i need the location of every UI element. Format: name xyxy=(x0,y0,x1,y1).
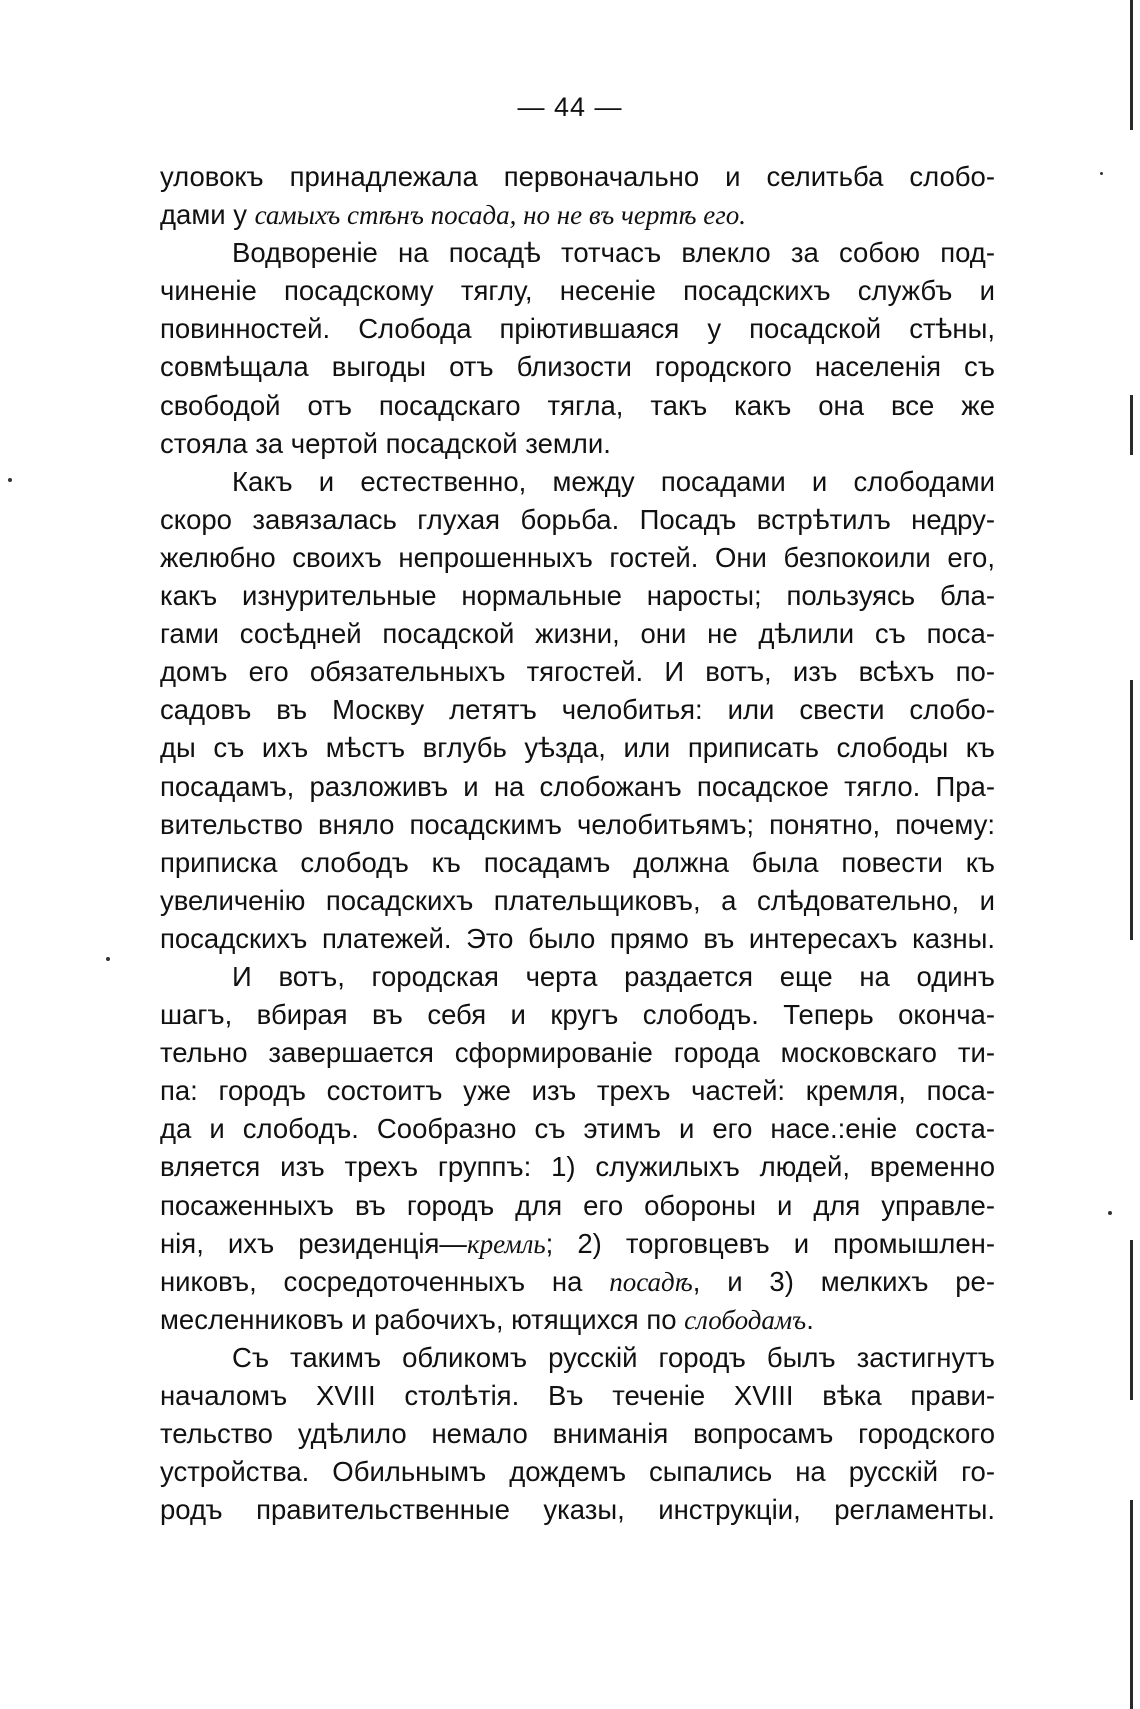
text-line: вительство вняло посадскимъ челобитьямъ; понятно, почему: xyxy=(160,808,995,840)
text-line: какъ изнурительные нормальные наросты; пользуясь бла- xyxy=(160,580,995,612)
scan-speck xyxy=(1100,172,1103,175)
text-line: садовъ въ Москву летятъ челобитья: или свести слобо- xyxy=(160,694,995,726)
scan-edge-line xyxy=(1130,680,1133,940)
text-line: па: городъ состоитъ уже изъ трехъ частей: кремля, поса- xyxy=(160,1075,995,1107)
text-run: ; 2) торговцевъ и промышлен- xyxy=(545,1227,995,1259)
text-line: тельно завершается сформированіе города московскаго ти- xyxy=(160,1037,995,1069)
scan-speck xyxy=(8,478,12,482)
text-line: чиненіе посадскому тяглу, несеніе посадскихъ службъ и xyxy=(160,275,995,307)
text-line: приписка слободъ къ посадамъ должна была повести къ xyxy=(160,846,995,878)
text-run: , и 3) мелкихъ ре- xyxy=(692,1265,995,1297)
text-run: месленниковъ и рабочихъ, ютящихся по xyxy=(160,1303,685,1335)
page-number: — 44 — xyxy=(517,92,623,122)
text-line: устройства. Обильнымъ дождемъ сыпались на русскій го- xyxy=(160,1456,995,1488)
scan-edge-line xyxy=(1130,1240,1133,1400)
text-run: никовъ, сосредоточенныхъ на xyxy=(160,1265,610,1297)
scan-edge-line xyxy=(1130,0,1133,130)
text-run: нія, ихъ резиденція— xyxy=(160,1227,467,1259)
scan-edge-line xyxy=(1130,395,1133,455)
text-line xyxy=(160,1263,995,1301)
scan-edge-line xyxy=(1130,1500,1133,1709)
text-line: И вотъ, городская черта раздается еще на одинъ xyxy=(232,960,995,992)
text-line: шагъ, вбирая въ себя и кругъ слободъ. Теперь оконча- xyxy=(160,999,995,1031)
text-line: посадскихъ платежей. Это было прямо въ интересахъ казны. xyxy=(160,922,995,954)
text-line: тельство удѣлило немало вниманія вопросамъ городского xyxy=(160,1418,995,1450)
text-line: вляется изъ трехъ группъ: 1) служилыхъ людей, временно xyxy=(160,1151,995,1183)
text-line: домъ его обязательныхъ тягостей. И вотъ, изъ всѣхъ по- xyxy=(160,656,995,688)
text-line: Какъ и естественно, между посадами и слободами xyxy=(232,465,995,497)
text-line: стояла за чертой посадской земли. xyxy=(160,427,611,459)
text-line: желюбно своихъ непрошенныхъ гостей. Они безпокоили его, xyxy=(160,541,995,573)
text-line: уловокъ принадлежала первоначально и селитьба слобо- xyxy=(160,161,995,192)
text-line: Водвореніе на посадѣ тотчасъ влекло за собою под- xyxy=(232,237,995,269)
text-line: Съ такимъ обликомъ русскій городъ былъ застигнутъ xyxy=(232,1341,995,1373)
text-line: началомъ XVIII столѣтія. Въ теченіе XVIII вѣка прави- xyxy=(160,1380,995,1411)
text-line: посадамъ, разложивъ и на слобожанъ посадское тягло. Пра- xyxy=(160,770,995,802)
text-line: родъ правительственные указы, инструкціи, регламенты. xyxy=(160,1494,995,1526)
text-line: скоро завязалась глухая борьба. Посадъ встрѣтилъ недру- xyxy=(160,503,995,535)
text-run: дами у xyxy=(160,199,255,231)
text-line xyxy=(160,196,995,234)
scan-speck xyxy=(106,957,110,961)
text-line: повинностей. Слобода пріютившаяся у посадской стѣны, xyxy=(160,313,995,345)
text-line: ды съ ихъ мѣстъ вглубь уѣзда, или приписать слободы къ xyxy=(160,732,995,764)
italic-text: посадѣ xyxy=(609,1266,693,1297)
text-line: гами сосѣдней посадской жизни, они не дѣлили съ поса- xyxy=(160,618,995,650)
text-line: совмѣщала выгоды отъ близости городского населенія съ xyxy=(160,351,995,383)
text-line: да и слободъ. Сообразно съ этимъ и его насе.:еніе соста- xyxy=(160,1113,995,1145)
text-line xyxy=(160,1225,995,1263)
text-line xyxy=(160,1301,995,1339)
text-line: посаженныхъ въ городъ для его обороны и для управле- xyxy=(160,1189,995,1221)
text-run: . xyxy=(806,1303,814,1335)
text-line: увеличенію посадскихъ плательщиковъ, а слѣдовательно, и xyxy=(160,884,995,916)
italic-text: слободамъ xyxy=(684,1304,807,1335)
body-text xyxy=(160,158,995,1529)
italic-text: кремль xyxy=(466,1228,546,1259)
text-line: свободой отъ посадскаго тягла, такъ какъ она все же xyxy=(160,389,995,421)
italic-text: самыхъ стѣнъ посада, но не въ чертѣ его. xyxy=(254,200,747,231)
scan-speck xyxy=(1108,1211,1112,1215)
